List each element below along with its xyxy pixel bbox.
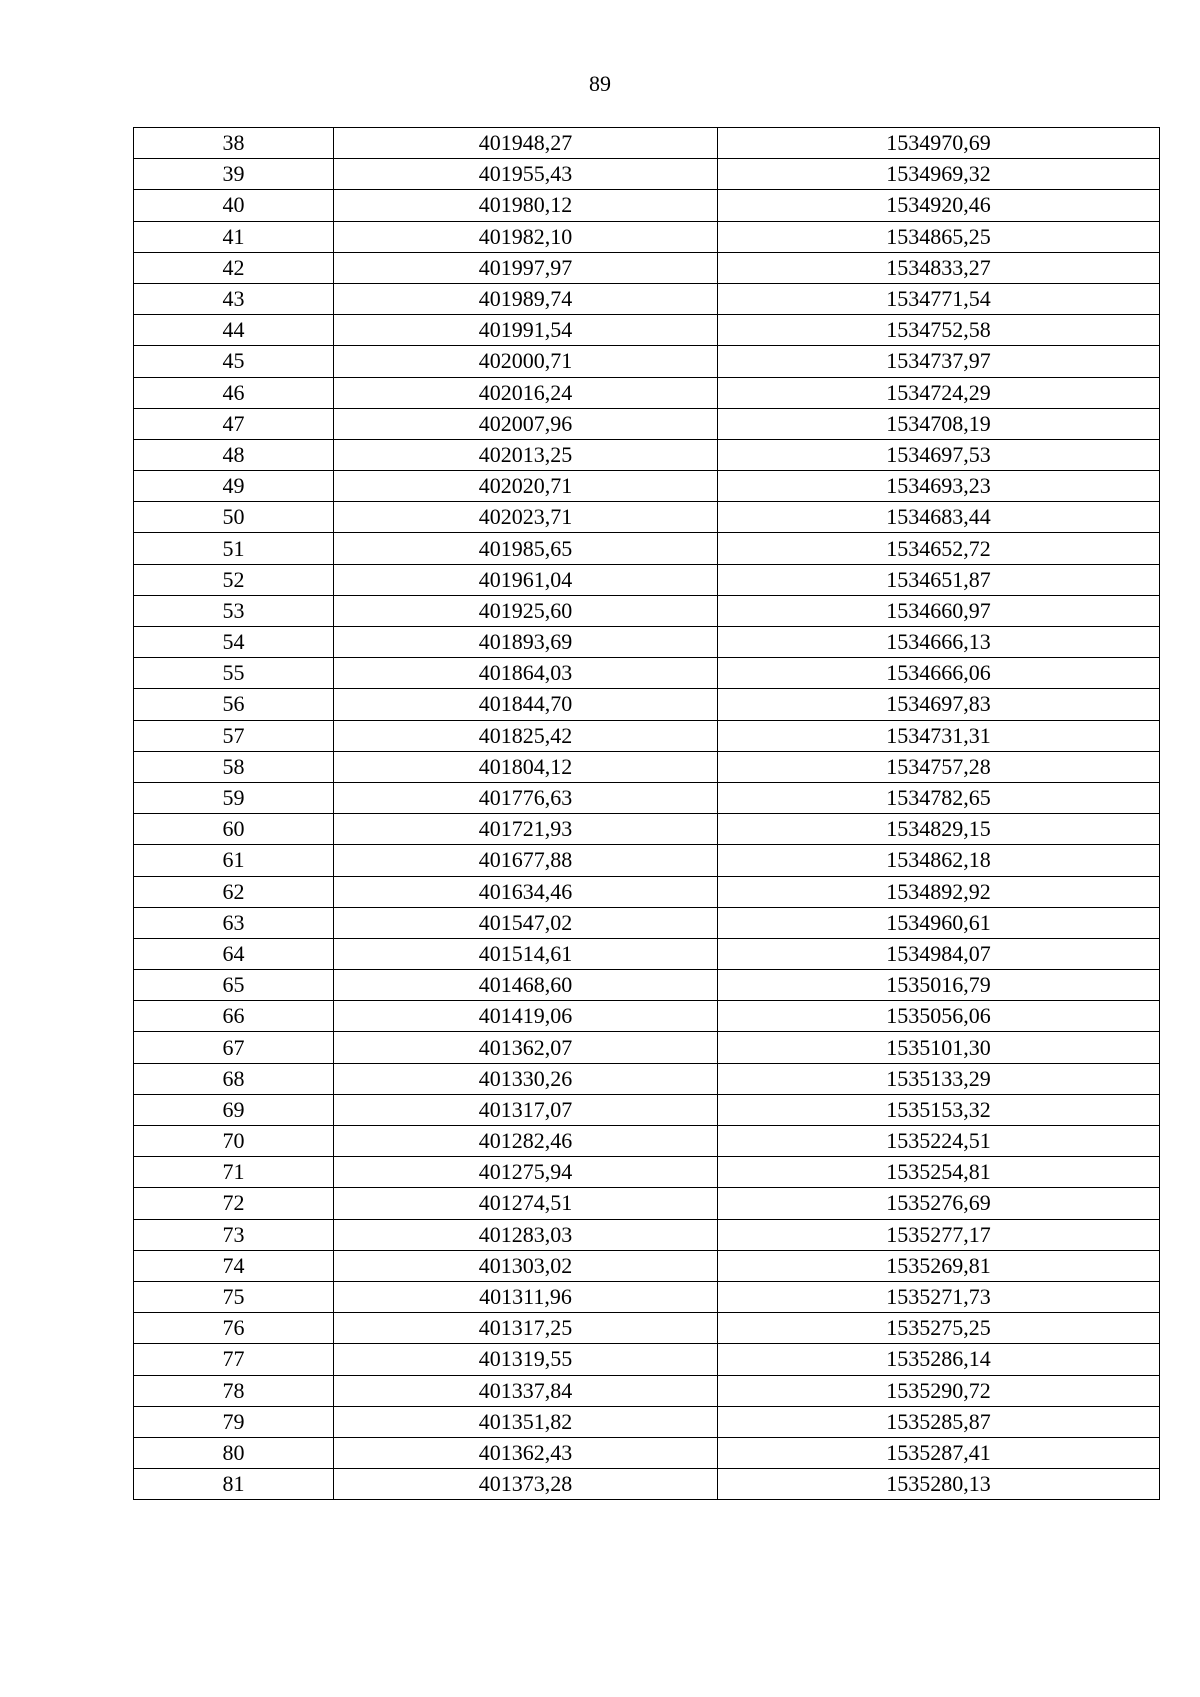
point-number-cell: 48	[134, 439, 334, 470]
table-row	[134, 1375, 1160, 1406]
point-number-cell: 62	[134, 876, 334, 907]
y-coordinate-cell: 1535271,73	[718, 1281, 1160, 1312]
point-number-cell: 55	[134, 658, 334, 689]
x-coordinate-cell: 401844,70	[334, 689, 718, 720]
y-coordinate-cell: 1535101,30	[718, 1032, 1160, 1063]
y-coordinate-cell: 1535269,81	[718, 1250, 1160, 1281]
point-number-cell: 73	[134, 1219, 334, 1250]
point-number-cell: 45	[134, 346, 334, 377]
y-coordinate-cell: 1534920,46	[718, 190, 1160, 221]
x-coordinate-cell: 401825,42	[334, 720, 718, 751]
y-coordinate-cell: 1535254,81	[718, 1157, 1160, 1188]
point-number-cell: 80	[134, 1437, 334, 1468]
x-coordinate-cell: 401317,25	[334, 1313, 718, 1344]
x-coordinate-cell: 401893,69	[334, 627, 718, 658]
point-number-cell: 49	[134, 471, 334, 502]
x-coordinate-cell: 401948,27	[334, 128, 718, 159]
x-coordinate-cell: 401677,88	[334, 845, 718, 876]
y-coordinate-cell: 1534865,25	[718, 221, 1160, 252]
table-row	[134, 1250, 1160, 1281]
point-number-cell: 74	[134, 1250, 334, 1281]
x-coordinate-cell: 401991,54	[334, 315, 718, 346]
point-number-cell: 50	[134, 502, 334, 533]
x-coordinate-cell: 402020,71	[334, 471, 718, 502]
y-coordinate-cell: 1534666,13	[718, 627, 1160, 658]
table-row	[134, 938, 1160, 969]
point-number-cell: 41	[134, 221, 334, 252]
table-row	[134, 128, 1160, 159]
table-row	[134, 1313, 1160, 1344]
point-number-cell: 69	[134, 1094, 334, 1125]
table-row	[134, 533, 1160, 564]
y-coordinate-cell: 1534782,65	[718, 782, 1160, 813]
y-coordinate-cell: 1534752,58	[718, 315, 1160, 346]
y-coordinate-cell: 1534970,69	[718, 128, 1160, 159]
y-coordinate-cell: 1534984,07	[718, 938, 1160, 969]
x-coordinate-cell: 401547,02	[334, 907, 718, 938]
x-coordinate-cell: 401961,04	[334, 564, 718, 595]
x-coordinate-cell: 402016,24	[334, 377, 718, 408]
point-number-cell: 43	[134, 283, 334, 314]
y-coordinate-cell: 1534666,06	[718, 658, 1160, 689]
x-coordinate-cell: 401776,63	[334, 782, 718, 813]
point-number-cell: 57	[134, 720, 334, 751]
x-coordinate-cell: 401275,94	[334, 1157, 718, 1188]
point-number-cell: 51	[134, 533, 334, 564]
table-row	[134, 252, 1160, 283]
point-number-cell: 81	[134, 1469, 334, 1500]
x-coordinate-cell: 401311,96	[334, 1281, 718, 1312]
point-number-cell: 58	[134, 751, 334, 782]
table-row	[134, 658, 1160, 689]
table-row	[134, 190, 1160, 221]
y-coordinate-cell: 1534737,97	[718, 346, 1160, 377]
x-coordinate-cell: 401317,07	[334, 1094, 718, 1125]
x-coordinate-cell: 401955,43	[334, 159, 718, 190]
y-coordinate-cell: 1535153,32	[718, 1094, 1160, 1125]
point-number-cell: 61	[134, 845, 334, 876]
table-row	[134, 564, 1160, 595]
table-row	[134, 1219, 1160, 1250]
point-number-cell: 77	[134, 1344, 334, 1375]
table-row	[134, 408, 1160, 439]
point-number-cell: 44	[134, 315, 334, 346]
y-coordinate-cell: 1535133,29	[718, 1063, 1160, 1094]
point-number-cell: 54	[134, 627, 334, 658]
point-number-cell: 56	[134, 689, 334, 720]
point-number-cell: 68	[134, 1063, 334, 1094]
x-coordinate-cell: 401804,12	[334, 751, 718, 782]
point-number-cell: 76	[134, 1313, 334, 1344]
x-coordinate-cell: 401283,03	[334, 1219, 718, 1250]
x-coordinate-cell: 402013,25	[334, 439, 718, 470]
table-row	[134, 439, 1160, 470]
y-coordinate-cell: 1535275,25	[718, 1313, 1160, 1344]
x-coordinate-cell: 401634,46	[334, 876, 718, 907]
table-row	[134, 970, 1160, 1001]
point-number-cell: 63	[134, 907, 334, 938]
x-coordinate-cell: 401319,55	[334, 1344, 718, 1375]
point-number-cell: 78	[134, 1375, 334, 1406]
point-number-cell: 66	[134, 1001, 334, 1032]
x-coordinate-cell: 401337,84	[334, 1375, 718, 1406]
table-row	[134, 1157, 1160, 1188]
table-row	[134, 1188, 1160, 1219]
table-row	[134, 346, 1160, 377]
y-coordinate-cell: 1535286,14	[718, 1344, 1160, 1375]
y-coordinate-cell: 1534969,32	[718, 159, 1160, 190]
x-coordinate-cell: 401980,12	[334, 190, 718, 221]
y-coordinate-cell: 1534693,23	[718, 471, 1160, 502]
point-number-cell: 52	[134, 564, 334, 595]
point-number-cell: 67	[134, 1032, 334, 1063]
point-number-cell: 59	[134, 782, 334, 813]
table-row	[134, 1094, 1160, 1125]
x-coordinate-cell: 402000,71	[334, 346, 718, 377]
table-row	[134, 907, 1160, 938]
table-row	[134, 1281, 1160, 1312]
table-row	[134, 627, 1160, 658]
table-row	[134, 689, 1160, 720]
x-coordinate-cell: 401362,07	[334, 1032, 718, 1063]
x-coordinate-cell: 401468,60	[334, 970, 718, 1001]
table-row	[134, 1344, 1160, 1375]
point-number-cell: 72	[134, 1188, 334, 1219]
table-row	[134, 471, 1160, 502]
table-row	[134, 720, 1160, 751]
point-number-cell: 39	[134, 159, 334, 190]
y-coordinate-cell: 1535285,87	[718, 1406, 1160, 1437]
x-coordinate-cell: 401282,46	[334, 1126, 718, 1157]
y-coordinate-cell: 1535224,51	[718, 1126, 1160, 1157]
table-row	[134, 845, 1160, 876]
x-coordinate-cell: 401925,60	[334, 595, 718, 626]
y-coordinate-cell: 1534833,27	[718, 252, 1160, 283]
table-row	[134, 283, 1160, 314]
table-row	[134, 595, 1160, 626]
y-coordinate-cell: 1534697,83	[718, 689, 1160, 720]
x-coordinate-cell: 401864,03	[334, 658, 718, 689]
coordinates-table-body	[134, 128, 1160, 1500]
y-coordinate-cell: 1534660,97	[718, 595, 1160, 626]
x-coordinate-cell: 401330,26	[334, 1063, 718, 1094]
point-number-cell: 47	[134, 408, 334, 439]
x-coordinate-cell: 401303,02	[334, 1250, 718, 1281]
table-row	[134, 1032, 1160, 1063]
x-coordinate-cell: 401274,51	[334, 1188, 718, 1219]
x-coordinate-cell: 401721,93	[334, 814, 718, 845]
point-number-cell: 70	[134, 1126, 334, 1157]
y-coordinate-cell: 1535290,72	[718, 1375, 1160, 1406]
table-row	[134, 1063, 1160, 1094]
point-number-cell: 79	[134, 1406, 334, 1437]
y-coordinate-cell: 1535056,06	[718, 1001, 1160, 1032]
x-coordinate-cell: 401514,61	[334, 938, 718, 969]
table-row	[134, 221, 1160, 252]
table-row	[134, 315, 1160, 346]
y-coordinate-cell: 1535287,41	[718, 1437, 1160, 1468]
point-number-cell: 71	[134, 1157, 334, 1188]
y-coordinate-cell: 1534731,31	[718, 720, 1160, 751]
table-row	[134, 1001, 1160, 1032]
y-coordinate-cell: 1534862,18	[718, 845, 1160, 876]
y-coordinate-cell: 1534771,54	[718, 283, 1160, 314]
table-row	[134, 814, 1160, 845]
y-coordinate-cell: 1534708,19	[718, 408, 1160, 439]
point-number-cell: 75	[134, 1281, 334, 1312]
y-coordinate-cell: 1534652,72	[718, 533, 1160, 564]
table-row	[134, 502, 1160, 533]
table-row	[134, 876, 1160, 907]
x-coordinate-cell: 402007,96	[334, 408, 718, 439]
x-coordinate-cell: 401989,74	[334, 283, 718, 314]
x-coordinate-cell: 401419,06	[334, 1001, 718, 1032]
x-coordinate-cell: 401985,65	[334, 533, 718, 564]
y-coordinate-cell: 1534757,28	[718, 751, 1160, 782]
y-coordinate-cell: 1534960,61	[718, 907, 1160, 938]
page-number: 89	[589, 71, 611, 96]
table-row	[134, 1406, 1160, 1437]
y-coordinate-cell: 1534683,44	[718, 502, 1160, 533]
y-coordinate-cell: 1535277,17	[718, 1219, 1160, 1250]
y-coordinate-cell: 1534829,15	[718, 814, 1160, 845]
point-number-cell: 65	[134, 970, 334, 1001]
table-row	[134, 1469, 1160, 1500]
y-coordinate-cell: 1535276,69	[718, 1188, 1160, 1219]
table-row	[134, 377, 1160, 408]
x-coordinate-cell: 401351,82	[334, 1406, 718, 1437]
y-coordinate-cell: 1534651,87	[718, 564, 1160, 595]
x-coordinate-cell: 401373,28	[334, 1469, 718, 1500]
y-coordinate-cell: 1534892,92	[718, 876, 1160, 907]
point-number-cell: 64	[134, 938, 334, 969]
table-row	[134, 1126, 1160, 1157]
x-coordinate-cell: 401982,10	[334, 221, 718, 252]
point-number-cell: 38	[134, 128, 334, 159]
coordinates-table	[133, 127, 1160, 1500]
table-row	[134, 751, 1160, 782]
table-row	[134, 159, 1160, 190]
x-coordinate-cell: 401997,97	[334, 252, 718, 283]
x-coordinate-cell: 402023,71	[334, 502, 718, 533]
table-row	[134, 1437, 1160, 1468]
point-number-cell: 40	[134, 190, 334, 221]
y-coordinate-cell: 1534724,29	[718, 377, 1160, 408]
y-coordinate-cell: 1535016,79	[718, 970, 1160, 1001]
point-number-cell: 46	[134, 377, 334, 408]
y-coordinate-cell: 1534697,53	[718, 439, 1160, 470]
point-number-cell: 42	[134, 252, 334, 283]
table-row	[134, 782, 1160, 813]
y-coordinate-cell: 1535280,13	[718, 1469, 1160, 1500]
point-number-cell: 53	[134, 595, 334, 626]
point-number-cell: 60	[134, 814, 334, 845]
x-coordinate-cell: 401362,43	[334, 1437, 718, 1468]
